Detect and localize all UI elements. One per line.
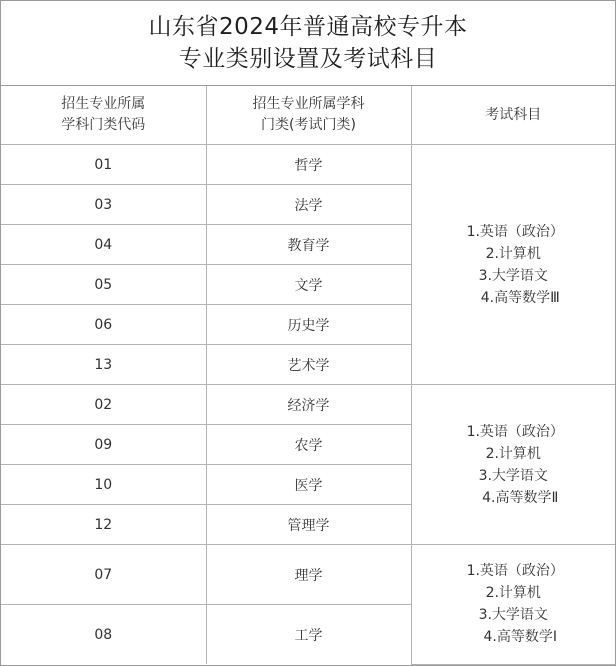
category-name-cell: 教育学 xyxy=(206,225,411,265)
subject-item: 4.高等数学Ⅱ xyxy=(482,489,559,506)
category-code-cell: 04 xyxy=(1,225,206,265)
table-row xyxy=(1,545,615,605)
category-name-cell: 经济学 xyxy=(206,385,411,425)
subject-item: 3.大学语文 xyxy=(478,607,548,624)
category-name-cell: 艺术学 xyxy=(206,345,411,385)
header-exam-subjects: 考试科目 xyxy=(411,86,615,145)
category-name-cell: 管理学 xyxy=(206,505,411,545)
title-block xyxy=(1,1,615,86)
major-category-table xyxy=(1,86,615,665)
category-code-cell: 09 xyxy=(1,425,206,465)
title-line-1: 山东省2024年普通高校专升本 xyxy=(148,14,468,40)
category-name-cell: 农学 xyxy=(206,425,411,465)
subject-item: 1.英语（政治） xyxy=(466,563,564,580)
header-code-line-2: 学科门类代码 xyxy=(61,117,146,133)
category-code-cell: 05 xyxy=(1,265,206,305)
category-code-cell: 01 xyxy=(1,145,206,185)
title-line-2: 专业类别设置及考试科目 xyxy=(178,46,438,72)
subject-list xyxy=(412,221,616,309)
category-code-cell: 08 xyxy=(1,605,206,665)
category-name-cell: 历史学 xyxy=(206,305,411,345)
header-code-line-1: 招生专业所属 xyxy=(61,96,146,112)
category-name-cell: 哲学 xyxy=(206,145,411,185)
exam-subjects-cell-group-2 xyxy=(411,385,615,545)
subject-item: 1.英语（政治） xyxy=(466,423,564,440)
category-name-cell: 法学 xyxy=(206,185,411,225)
subject-list xyxy=(412,421,616,509)
table-row xyxy=(1,145,615,185)
subject-item: 2.计算机 xyxy=(485,245,541,262)
header-cat-line-2: 门类(考试门类) xyxy=(261,117,356,133)
exam-subjects-cell-group-3 xyxy=(411,545,615,665)
category-code-cell: 03 xyxy=(1,185,206,225)
category-code-cell: 13 xyxy=(1,345,206,385)
category-code-cell: 10 xyxy=(1,465,206,505)
header-category-code xyxy=(1,86,206,145)
subject-item: 4.高等数学Ⅰ xyxy=(483,629,557,646)
header-category-name xyxy=(206,86,411,145)
category-name-cell: 工学 xyxy=(206,605,411,665)
category-name-cell: 医学 xyxy=(206,465,411,505)
category-code-cell: 06 xyxy=(1,305,206,345)
exam-subjects-cell-group-1 xyxy=(411,145,615,385)
table-row xyxy=(1,385,615,425)
category-name-cell: 理学 xyxy=(206,545,411,605)
subject-item: 2.计算机 xyxy=(485,445,541,462)
category-code-cell: 07 xyxy=(1,545,206,605)
category-code-cell: 12 xyxy=(1,505,206,545)
subject-item: 1.英语（政治） xyxy=(466,223,564,240)
subject-item: 4.高等数学Ⅲ xyxy=(480,289,560,306)
subject-item: 3.大学语文 xyxy=(478,467,548,484)
subject-item: 2.计算机 xyxy=(485,585,541,602)
header-cat-line-1: 招生专业所属学科 xyxy=(252,96,365,112)
category-name-cell: 文学 xyxy=(206,265,411,305)
subject-item: 3.大学语文 xyxy=(478,267,548,284)
subject-list xyxy=(412,560,616,648)
category-code-cell: 02 xyxy=(1,385,206,425)
header-row xyxy=(1,86,615,145)
